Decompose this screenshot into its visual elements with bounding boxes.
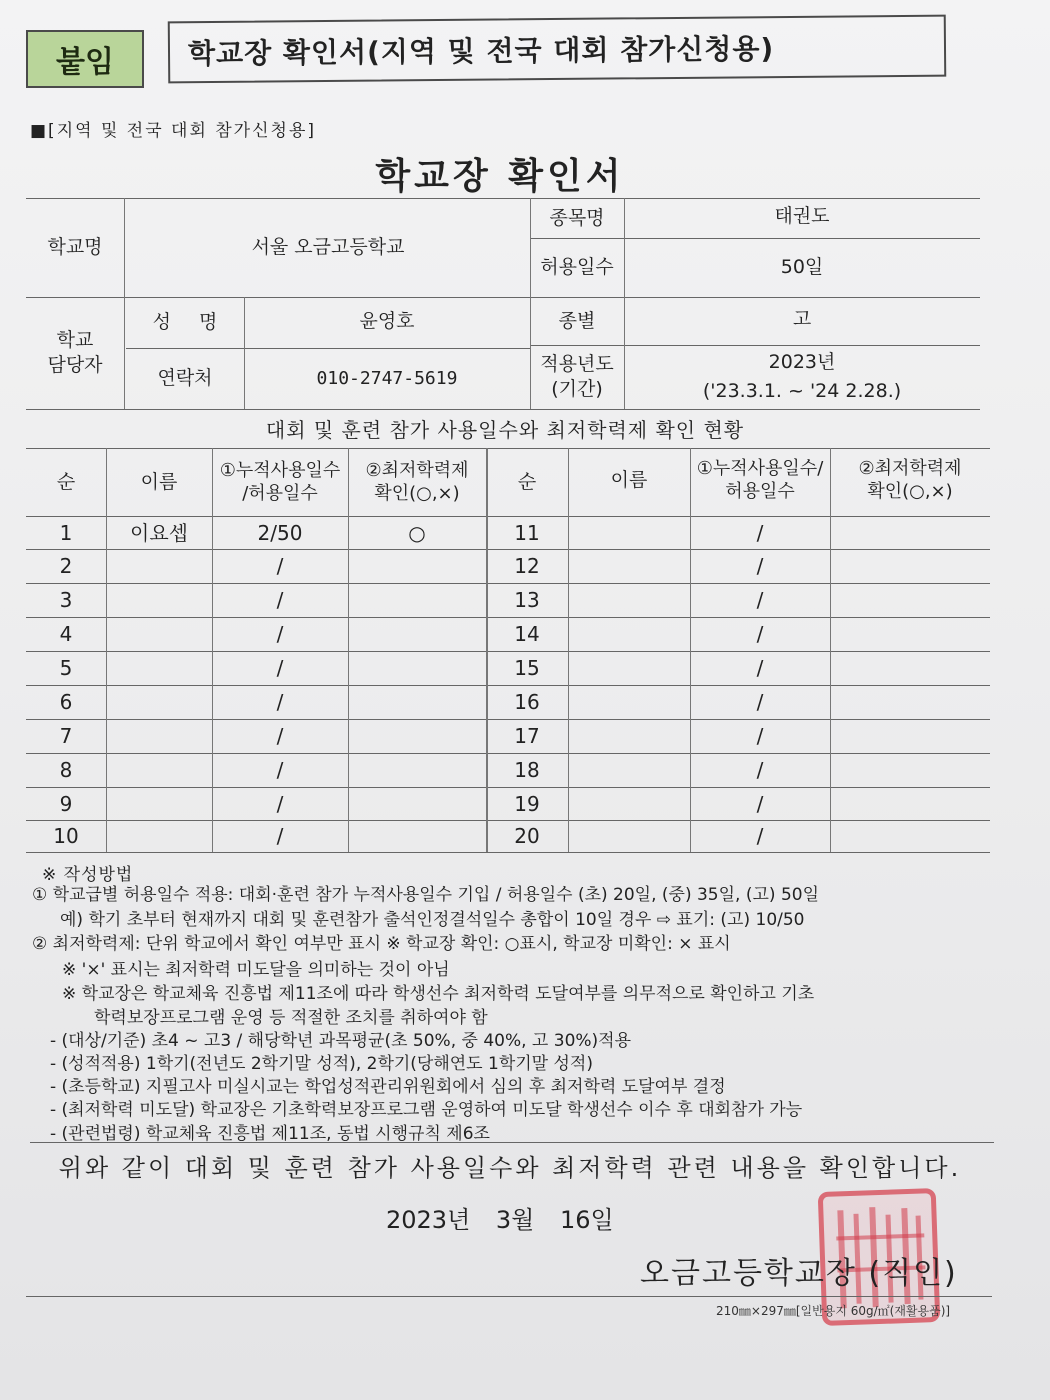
row-days-used-20: / bbox=[756, 824, 764, 848]
row-name-9 bbox=[106, 787, 212, 820]
row-name-7 bbox=[106, 719, 212, 753]
row-number-9: 9 bbox=[59, 791, 73, 816]
phone-label: 연락처 bbox=[157, 367, 213, 390]
row-days-used-1: 2/50 bbox=[257, 520, 303, 545]
row-name-15 bbox=[568, 651, 690, 685]
contact-person-label: 학교 담당자 bbox=[47, 329, 103, 376]
row-number-17: 17 bbox=[514, 724, 540, 748]
row-days-used-18: / bbox=[756, 758, 764, 782]
row-name-19 bbox=[568, 787, 690, 820]
paper-spec: 210㎜×297㎜[일반용지 60g/㎡(재활용품)] bbox=[716, 1304, 951, 1318]
school-name-label: 학교명 bbox=[47, 236, 103, 259]
row-number-12: 12 bbox=[514, 554, 540, 578]
row-name-5 bbox=[106, 651, 212, 685]
row-name-1: 이요셉 bbox=[130, 520, 188, 545]
row-number-14: 14 bbox=[514, 622, 540, 646]
header-days-right: ①누적사용일수/ 허용일수 bbox=[696, 457, 824, 502]
row-days-used-8: / bbox=[276, 758, 284, 782]
row-min-academic-check-6 bbox=[348, 685, 486, 719]
row-min-academic-check-15 bbox=[830, 651, 990, 685]
category-label: 종별 bbox=[558, 309, 596, 332]
row-days-used-14: / bbox=[756, 622, 764, 646]
row-min-academic-check-20 bbox=[830, 820, 990, 852]
note-sub-2-cont: 학력보장프로그램 운영 등 적절한 조치를 취하여야 함 bbox=[94, 1008, 488, 1028]
row-min-academic-check-19 bbox=[830, 787, 990, 820]
row-days-used-7: / bbox=[276, 724, 284, 748]
row-name-18 bbox=[568, 753, 690, 787]
header-no-right: 순 bbox=[517, 470, 537, 493]
row-number-13: 13 bbox=[514, 588, 540, 612]
row-name-11 bbox=[568, 516, 690, 549]
row-name-17 bbox=[568, 719, 690, 753]
participation-table bbox=[26, 448, 990, 852]
row-name-6 bbox=[106, 685, 212, 719]
row-days-used-4: / bbox=[276, 622, 284, 646]
row-name-16 bbox=[568, 685, 690, 719]
category-value: 고 bbox=[792, 307, 812, 330]
row-name-14 bbox=[568, 617, 690, 651]
row-number-2: 2 bbox=[59, 554, 73, 578]
row-days-used-5: / bbox=[276, 656, 284, 680]
attachment-tag: 붙임 bbox=[26, 30, 144, 88]
date-day: 16일 bbox=[560, 1206, 614, 1234]
header-check-right: ②최저학력제 확인(○,×) bbox=[858, 457, 962, 502]
note-target: - (대상/기준) 초4 ~ 고3 / 해당학년 과목평균(초 50%, 중 40%, 고 30%)적용 bbox=[50, 1031, 632, 1051]
row-number-19: 19 bbox=[514, 791, 540, 816]
row-name-13 bbox=[568, 583, 690, 617]
note-sub-1: ※ '×' 표시는 최저학력 미도달을 의미하는 것이 아님 bbox=[62, 960, 450, 980]
section-title: 대회 및 훈련 참가 사용일수와 최저학력제 확인 현황 bbox=[265, 418, 745, 442]
note-grades: - (성적적용) 1학기(전년도 2학기말 성적), 2학기(당해연도 1학기말 성적) bbox=[50, 1054, 593, 1074]
year-label: 적용년도 (기간) bbox=[540, 353, 614, 400]
row-number-15: 15 bbox=[514, 656, 540, 680]
row-min-academic-check-14 bbox=[830, 617, 990, 651]
row-days-used-10: / bbox=[276, 824, 284, 848]
row-min-academic-check-18 bbox=[830, 753, 990, 787]
event-label: 종목명 bbox=[549, 206, 605, 229]
row-min-academic-check-1: ○ bbox=[408, 520, 426, 545]
note-heading: ※ 작성방법 bbox=[42, 865, 134, 885]
usage-note: ■[지역 및 전국 대회 참가신청용] bbox=[30, 121, 317, 141]
row-days-used-13: / bbox=[756, 588, 764, 612]
row-days-used-17: / bbox=[756, 724, 764, 748]
row-days-used-12: / bbox=[756, 554, 764, 578]
row-min-academic-check-17 bbox=[830, 719, 990, 753]
info-table bbox=[26, 198, 980, 410]
row-number-4: 4 bbox=[59, 622, 73, 646]
header-title-box: 학교장 확인서(지역 및 전국 대회 참가신청용) bbox=[168, 15, 947, 84]
header-check-left: ②최저학력제 확인(○,×) bbox=[365, 459, 469, 504]
row-min-academic-check-4 bbox=[348, 617, 486, 651]
row-number-11: 11 bbox=[514, 520, 540, 545]
row-days-used-9: / bbox=[276, 791, 284, 816]
row-name-8 bbox=[106, 753, 212, 787]
allowed-days-value: 50일 bbox=[780, 256, 824, 279]
row-number-5: 5 bbox=[59, 656, 73, 680]
allowed-days-label: 허용일수 bbox=[540, 256, 614, 279]
header-name-left: 이름 bbox=[140, 470, 178, 493]
row-days-used-15: / bbox=[756, 656, 764, 680]
note-item-2: ② 최저학력제: 단위 학교에서 확인 여부만 표시 ※ 학교장 확인: ○표시, 학교장 미확인: × 표시 bbox=[32, 934, 731, 954]
header-name-right: 이름 bbox=[610, 468, 648, 491]
row-name-12 bbox=[568, 549, 690, 583]
row-name-20 bbox=[568, 820, 690, 852]
note-law: - (관련법령) 학교체육 진흥법 제11조, 동법 시행규칙 제6조 bbox=[50, 1124, 490, 1144]
row-days-used-16: / bbox=[756, 690, 764, 714]
row-number-16: 16 bbox=[514, 690, 540, 714]
row-min-academic-check-12 bbox=[830, 549, 990, 583]
row-min-academic-check-13 bbox=[830, 583, 990, 617]
date-year: 2023년 bbox=[386, 1206, 471, 1234]
row-number-1: 1 bbox=[59, 520, 73, 545]
note-sub-2: ※ 학교장은 학교체육 진흥법 제11조에 따라 학생선수 최저학력 도달여부를 의무적으로 확인하고 기초 bbox=[62, 984, 815, 1004]
row-name-4 bbox=[106, 617, 212, 651]
header-days-left: ①누적사용일수 /허용일수 bbox=[219, 459, 341, 504]
row-min-academic-check-10 bbox=[348, 820, 486, 852]
row-days-used-2: / bbox=[276, 554, 284, 578]
row-name-2 bbox=[106, 549, 212, 583]
row-days-used-6: / bbox=[276, 690, 284, 714]
row-min-academic-check-16 bbox=[830, 685, 990, 719]
row-number-3: 3 bbox=[59, 588, 73, 612]
document-title: 학교장 확인서 bbox=[375, 156, 625, 197]
row-name-10 bbox=[106, 820, 212, 852]
row-days-used-3: / bbox=[276, 588, 284, 612]
note-below-min: - (최저학력 미도달) 학교장은 기초학력보장프로그램 운영하여 미도달 학생선수 이수 후 대회참가 가능 bbox=[50, 1100, 803, 1120]
row-days-used-19: / bbox=[756, 791, 764, 816]
row-min-academic-check-5 bbox=[348, 651, 486, 685]
principal-signature: 오금고등학교장 (직인) bbox=[640, 1256, 958, 1291]
row-number-18: 18 bbox=[514, 758, 540, 782]
row-number-6: 6 bbox=[59, 690, 73, 714]
row-number-7: 7 bbox=[59, 724, 73, 748]
note-item-1: ① 학교급별 허용일수 적용: 대회·훈련 참가 누적사용일수 기입 / 허용일수 (초) 20일, (중) 35일, (고) 50일 bbox=[32, 885, 820, 905]
row-min-academic-check-3 bbox=[348, 583, 486, 617]
row-min-academic-check-8 bbox=[348, 753, 486, 787]
row-days-used-11: / bbox=[756, 520, 764, 545]
row-name-3 bbox=[106, 583, 212, 617]
row-min-academic-check-9 bbox=[348, 787, 486, 820]
period-value: ('23.3.1. ~ '24 2.28.) bbox=[702, 379, 902, 402]
row-number-10: 10 bbox=[53, 824, 79, 848]
confirmation-statement: 위와 같이 대회 및 훈련 참가 사용일수와 최저학력 관련 내용을 확인합니다. bbox=[58, 1154, 962, 1182]
school-name-value: 서울 오금고등학교 bbox=[251, 236, 405, 259]
date-month: 3월 bbox=[495, 1206, 535, 1234]
row-min-academic-check-2 bbox=[348, 549, 486, 583]
issue-date bbox=[386, 1200, 614, 1235]
year-value: 2023년 bbox=[768, 350, 836, 373]
note-elementary: - (초등학교) 지필고사 미실시교는 학업성적관리위원회에서 심의 후 최저학력 도달여부 결정 bbox=[50, 1077, 726, 1097]
name-label: 성 명 bbox=[152, 311, 218, 334]
row-number-20: 20 bbox=[514, 824, 540, 848]
event-value: 태권도 bbox=[774, 204, 830, 227]
name-value: 윤영호 bbox=[359, 309, 415, 332]
note-example: 예) 학기 초부터 현재까지 대회 및 훈련참가 출석인정결석일수 총합이 10일 경우 ⇨ 표기: (고) 10/50 bbox=[60, 910, 805, 930]
phone-value: 010-2747-5619 bbox=[316, 367, 458, 389]
header-no-left: 순 bbox=[56, 470, 76, 493]
row-number-8: 8 bbox=[59, 758, 73, 782]
row-min-academic-check-7 bbox=[348, 719, 486, 753]
row-min-academic-check-11 bbox=[830, 516, 990, 549]
